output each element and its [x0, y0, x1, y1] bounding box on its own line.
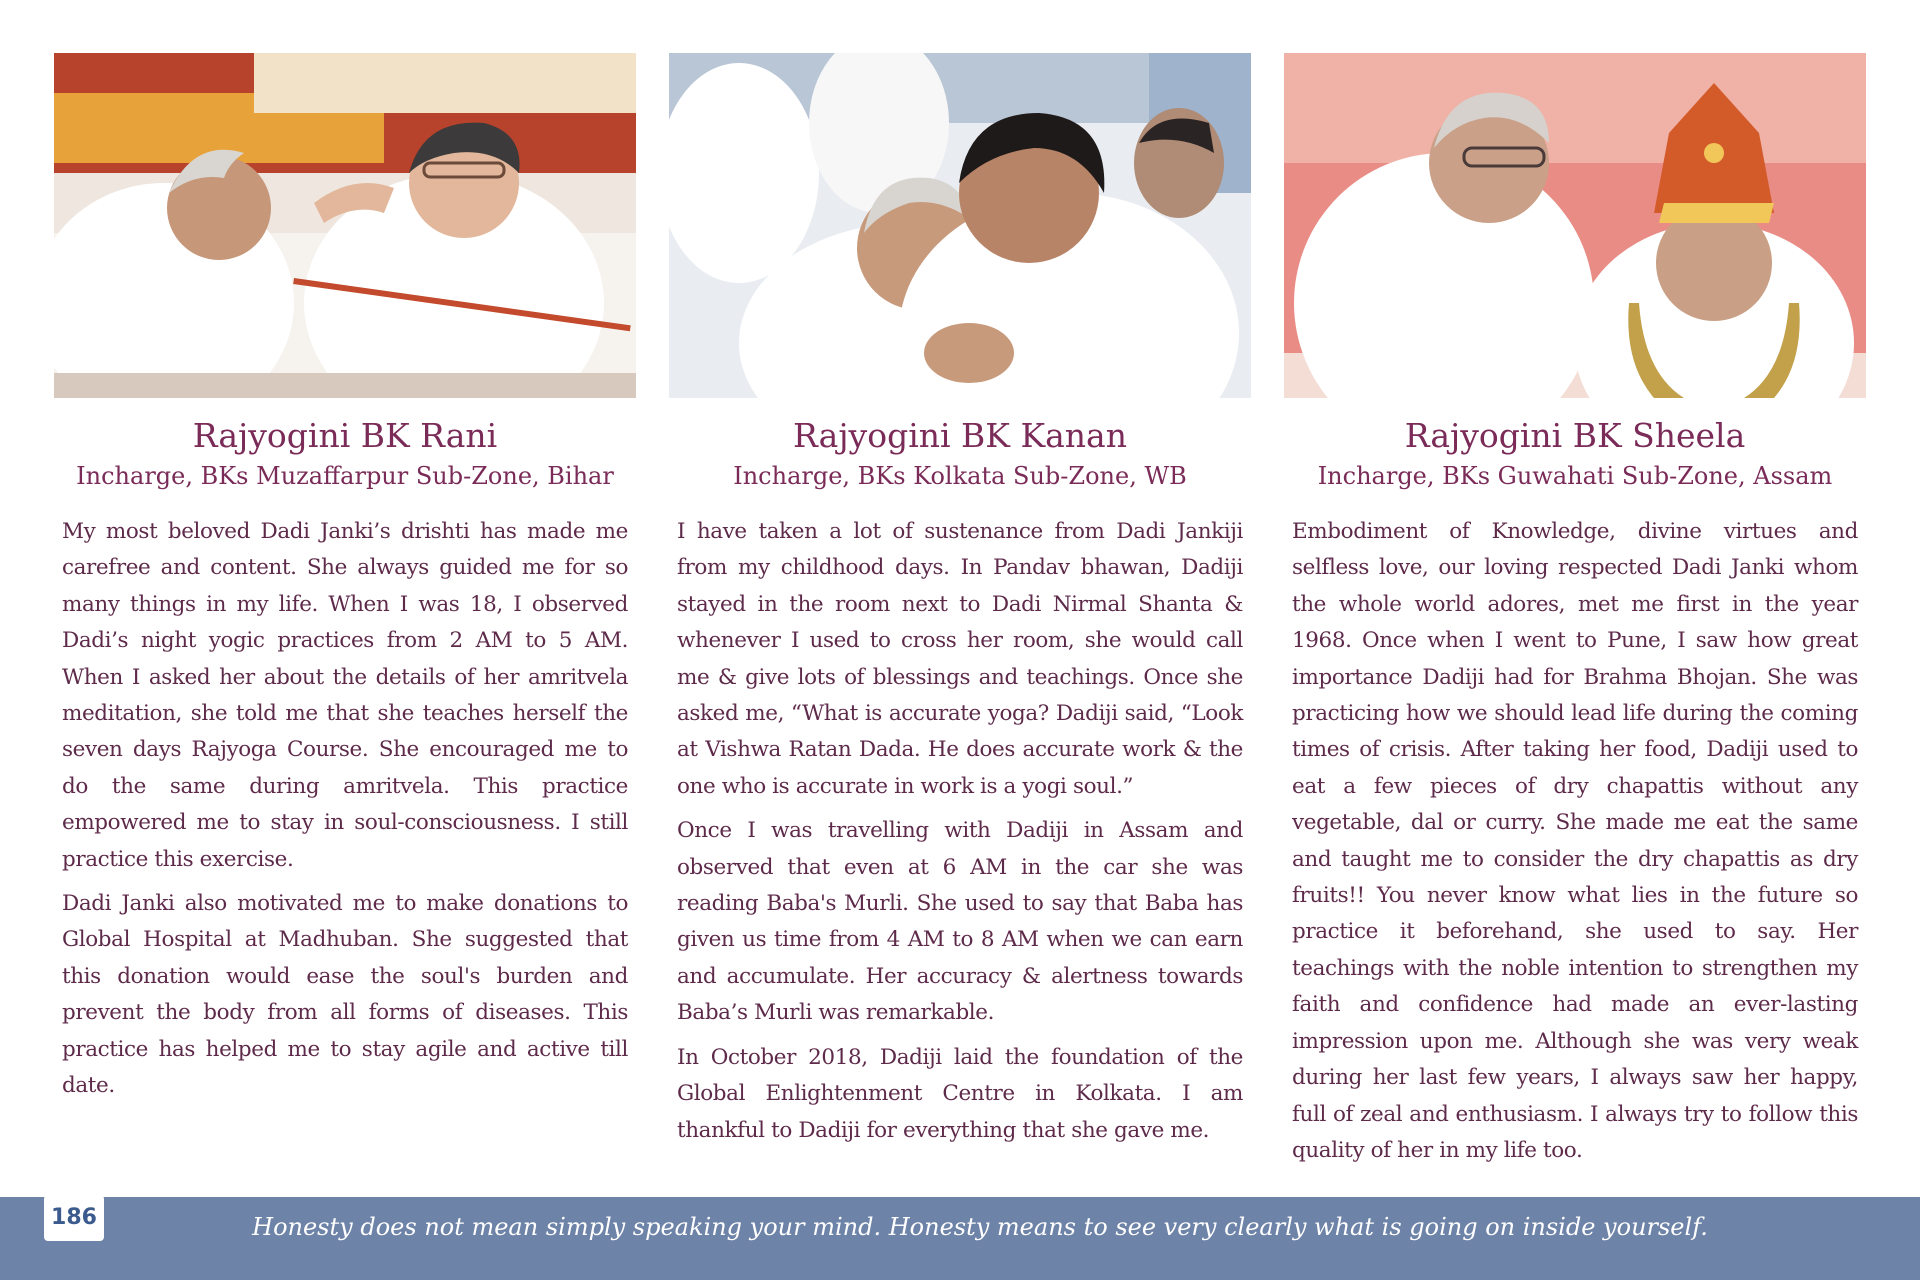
paragraph: Embodiment of Knowledge, divine virtues and selfless love, our loving respected Dadi Janki whom the whole world adores, met me first in the year 1968. Once when I went to Pune, I saw how great importance Dadiji had for Brahma Bhojan. She was practicing how we should lead life during the coming times of crisis. After taking her food, Dadiji used to eat a few pieces of dry chapattis without any vegetable, dal or curry. She made me eat the same and taught me to consider the dry chapattis as dry fruits!! You never know what lies in the future so practice it beforehand, she used to say. Her teachings with the noble intention to strengthen my faith and confidence had made an ever-lasting impression upon me. Although she was very weak during her last few years, I always saw her happy, full of zeal and enthusiasm. I always try to follow this quality of her in my life too.: [1292, 519, 1858, 1163]
profile-role: Incharge, BKs Guwahati Sub-Zone, Assam: [1317, 462, 1833, 490]
photo-rani-illustration: [54, 53, 636, 398]
paragraph: Once I was travelling with Dadiji in Assam and observed that even at 6 AM in the car she was reading Baba's Murli. She used to say that Baba has given us time from 4 AM to 8 AM when we can earn and accumulate. Her accuracy & alertness towards Baba’s Murli was remarkable.: [677, 818, 1243, 1026]
photo-rani: [54, 53, 636, 398]
profile-name: Rajyogini BK Sheela: [1404, 416, 1746, 455]
profile-column-rani: [54, 53, 636, 1113]
photo-sheela-illustration: [1284, 53, 1866, 398]
profile-name: Rajyogini BK Kanan: [793, 416, 1127, 455]
photo-kanan: [669, 53, 1251, 398]
paragraph: In October 2018, Dadiji laid the foundation of the Global Enlightenment Centre in Kolkata. I am thankful to Dadiji for everything that she gave me.: [677, 1044, 1243, 1143]
profile-role: Incharge, BKs Kolkata Sub-Zone, WB: [733, 462, 1187, 490]
profile-name: Rajyogini BK Rani: [192, 416, 498, 455]
profile-text: [1284, 514, 1866, 1169]
profile-text: [669, 514, 1251, 1149]
photo-kanan-illustration: [669, 53, 1251, 398]
paragraph: I have taken a lot of sustenance from Dadi Jankiji from my childhood days. In Pandav bhawan, Dadiji stayed in the room next to Dadi Nirmal Shanta & whenever I used to cross her room, she would call me & give lots of blessings and teachings. Once she asked me, “What is accurate yoga? Dadiji said, “Look at Vishwa Ratan Dada. He does accurate work & the one who is accurate in work is a yogi soul.”: [677, 519, 1243, 799]
profile-column-kanan: [669, 53, 1251, 1157]
photo-sheela: [1284, 53, 1866, 398]
profile-column-sheela: [1284, 53, 1866, 1177]
paragraph: My most beloved Dadi Janki’s drishti has made me carefree and content. She always guided me for so many things in my life. When I was 18, I observed Dadi’s night yogic practices from 2 AM to 5 AM. When I asked her about the details of her amritvela meditation, she told me that she teaches herself the seven days Rajyoga Course. She encouraged me to do the same during amritvela. This practice empowered me to stay in soul-consciousness. I still practice this exercise.: [62, 519, 628, 872]
profile-role: Incharge, BKs Muzaffarpur Sub-Zone, Bihar: [76, 462, 614, 490]
profile-text: [54, 514, 636, 1105]
paragraph: Dadi Janki also motivated me to make donations to Global Hospital at Madhuban. She suggested that this donation would ease the soul's burden and prevent the body from all forms of diseases. This practice has helped me to stay agile and active till date.: [62, 891, 628, 1099]
page-number: 186: [44, 1195, 104, 1241]
footer-quote: Honesty does not mean simply speaking your mind. Honesty means to see very clearly what is going on inside yourself.: [252, 1213, 1708, 1241]
